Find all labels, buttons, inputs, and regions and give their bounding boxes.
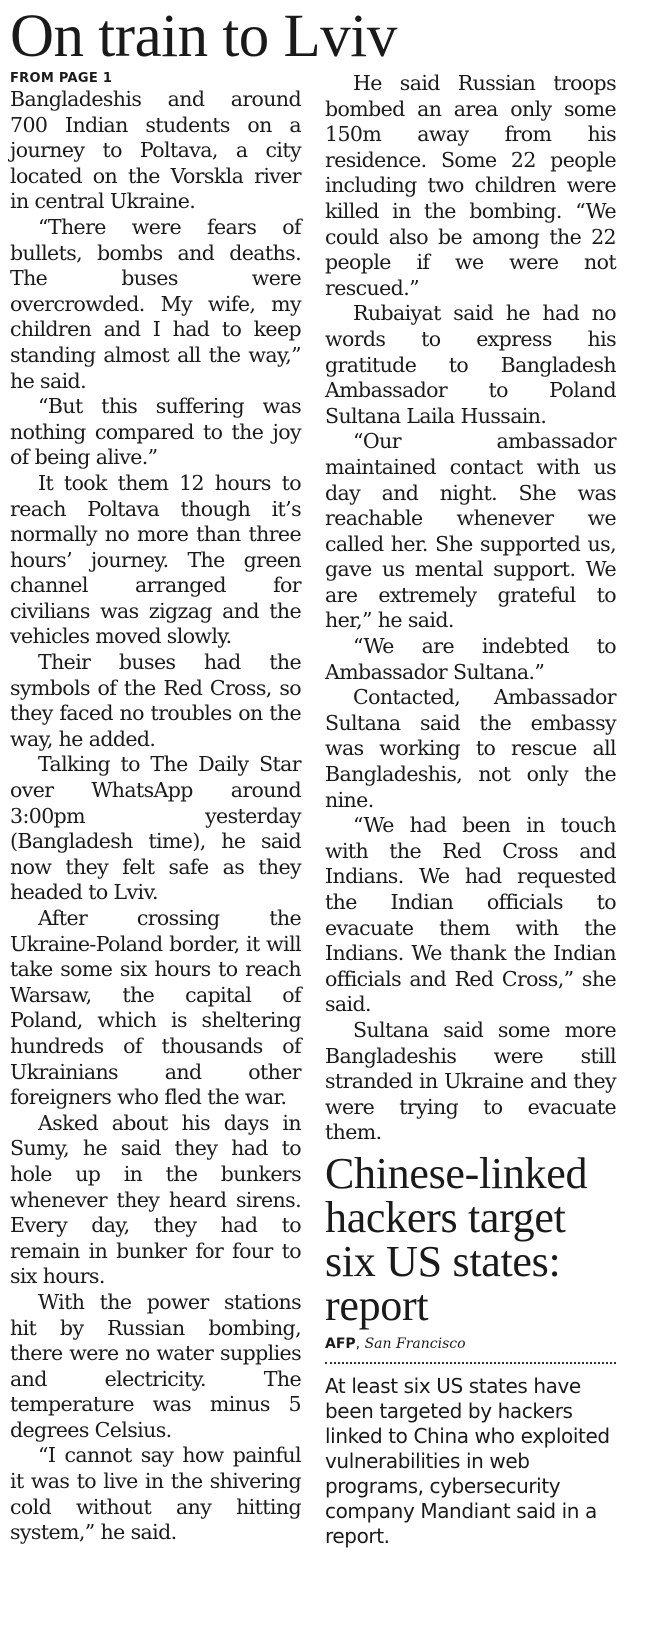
paragraph: With the power stations hit by Russian bombing, there were no water supplies and electricity. The temperature was minus 5 degrees Celsius.: [10, 1289, 301, 1442]
byline-agency: AFP: [325, 1335, 356, 1352]
paragraph: Asked about his days in Sumy, he said they had to hole up in the bunkers whenever they heard sirens. Every day, they had to remain in bunker for four to six hours.: [10, 1110, 301, 1289]
second-headline: Chinese-linked hackers target six US states: report: [325, 1148, 588, 1330]
paragraph: After crossing the Ukraine-Poland border, it will take some six hours to reach Warsaw, the capital of Poland, which is sheltering hundreds of thousands of Ukrainians and other foreigners who fled the war.: [10, 906, 301, 1110]
dotted-divider: [325, 1362, 616, 1364]
byline-place: San Francisco: [364, 1335, 466, 1352]
paragraph: It took them 12 hours to reach Poltava though it’s normally no more than three hours’ journey. The green channel arranged for civilians was zigzag and the vehicles moved slowly.: [10, 470, 301, 649]
byline: [325, 1334, 616, 1354]
article-columns: [10, 71, 641, 1549]
paragraph: Their buses had the symbols of the Red Cross, so they faced no troubles on the way, he added.: [10, 650, 301, 751]
paragraph: “I cannot say how painful it was to live in the shivering cold without any hitting system,” he said.: [10, 1443, 301, 1545]
kicker: FROM PAGE 1: [10, 71, 113, 86]
second-article-lede: At least six US states have been targeted by hackers linked to China who exploited vulnerabilities in web programs, cybersecurity company Mandiant said in a report.: [325, 1373, 610, 1548]
paragraph: “We are indebted to Ambassador Sultana.”: [325, 634, 616, 684]
byline-separator: ,: [355, 1335, 365, 1352]
paragraph: “We had been in touch with the Red Cross and Indians. We had requested the Indian officials to evacuate them with the Indians. We thank the Indian officials and Red Cross,” she said.: [325, 813, 616, 1017]
paragraph: He said Russian troops bombed an area only some 150m away from his residence. Some 22 people including two children were killed in the bombing. “We could also be among the 22 people if we were not rescued.”: [325, 71, 616, 300]
paragraph: “Our ambassador maintained contact with us day and night. She was reachable whenever we called her. She supported us, gave us mental support. We are extremely grateful to her,” he said.: [325, 429, 616, 633]
right-column: [325, 71, 616, 1549]
paragraph: Rubaiyat said he had no words to express his gratitude to Bangladesh Ambassador to Poland Sultana Laila Hussain.: [325, 301, 616, 428]
main-headline: On train to Lviv: [10, 3, 397, 70]
paragraph: Bangladeshis and around 700 Indian students on a journey to Poltava, a city located on the Vorskla river in central Ukraine.: [10, 87, 301, 214]
paragraph: Sultana said some more Bangladeshis were still stranded in Ukraine and they were trying to evacuate them.: [325, 1017, 616, 1145]
paragraph: “There were fears of bullets, bombs and deaths. The buses were overcrowded. My wife, my children and I had to keep standing almost all the way,” he said.: [10, 214, 301, 393]
paragraph: Contacted, Ambassador Sultana said the embassy was working to rescue all Bangladeshis, not only the nine.: [325, 685, 616, 812]
paragraph: Talking to The Daily Star over WhatsApp around 3:00pm yesterday (Bangladesh time), he said now they felt safe as they headed to Lviv.: [10, 752, 301, 905]
paragraph: “But this suffering was nothing compared to the joy of being alive.”: [10, 394, 301, 470]
left-column: [10, 71, 301, 1549]
